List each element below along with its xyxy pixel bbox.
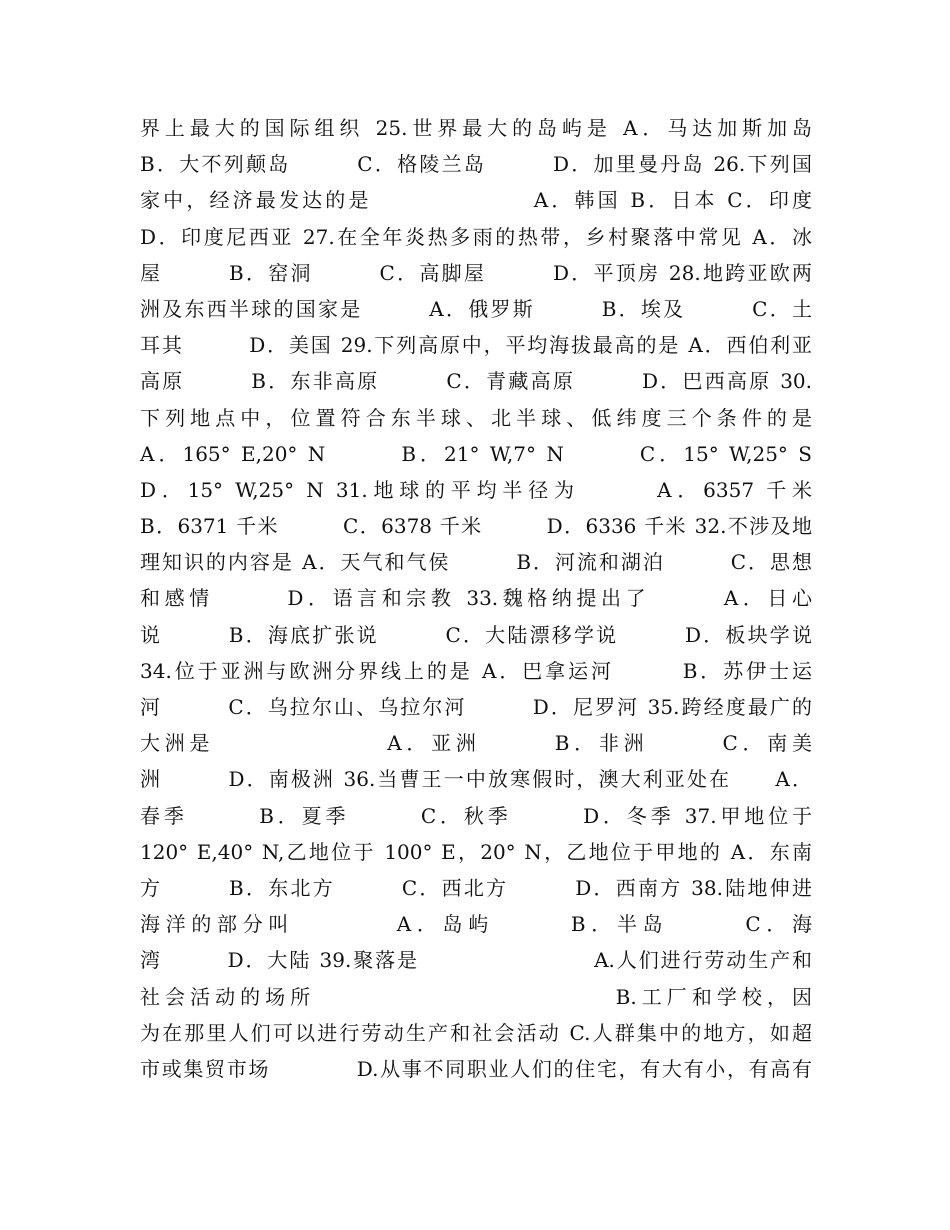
text-line: 理知识的内容是 A．天气和气侯 B．河流和湖泊 C．思想 <box>140 550 812 575</box>
text-line: 河 C．乌拉尔山、乌拉尔河 D．尼罗河 35.跨经度最广的 <box>140 695 812 719</box>
text-line: B．大不列颠岛 C．格陵兰岛 D．加里曼丹岛 26.下列国 <box>140 152 812 177</box>
text-line: 120° E,40° N,乙地位于 100° E，20° N，乙地位于甲地的 A．东南 <box>140 839 812 864</box>
text-line: 社会活动的场所 B.工厂和学校，因 <box>140 984 812 1009</box>
text-line: 耳其 D．美国 29.下列高原中，平均海拔最高的是 A．西伯利亚 <box>140 333 812 358</box>
text-line: B．6371 千米 C．6378 千米 D．6336 千米 32.不涉及地 <box>140 514 812 539</box>
text-line: 湾 D．大陆 39.聚落是 A.人们进行劳动生产和 <box>140 948 812 973</box>
question-text-block <box>140 110 812 1087</box>
text-line: D．印度尼西亚 27.在全年炎热多雨的热带，乡村聚落中常见 A．冰 <box>140 224 812 249</box>
text-line: 为在那里人们可以进行劳动生产和社会活动 C.人群集中的地方，如超 <box>140 1020 812 1045</box>
text-line: D．15° W,25° N 31.地球的平均半径为 A．6357 千米 <box>140 477 812 502</box>
text-line: 家中，经济最发达的是 A．韩国 B．日本 C．印度 <box>140 188 812 213</box>
text-line: 高原 B．东非高原 C．青藏高原 D．巴西高原 30. <box>140 369 812 394</box>
text-line: 下列地点中，位置符合东半球、北半球、低纬度三个条件的是 <box>140 405 812 430</box>
text-line: 方 B．东北方 C．西北方 D．西南方 38.陆地伸进 <box>140 875 812 900</box>
text-line: 洲及东西半球的国家是 A．俄罗斯 B．埃及 C．土 <box>140 296 812 321</box>
text-line: 和感情 D．语言和宗教 33.魏格纳提出了 A．日心 <box>140 586 812 611</box>
text-line: A．165° E,20° N B．21° W,7° N C．15° W,25° S <box>140 441 812 466</box>
text-line: 大洲是 A．亚洲 B．非洲 C．南美 <box>140 731 812 756</box>
text-line: 春季 B．夏季 C．秋季 D．冬季 37.甲地位于 <box>140 803 812 828</box>
text-line: 说 B．海底扩张说 C．大陆漂移学说 D．板块学说 <box>140 622 812 647</box>
text-line: 屋 B．窑洞 C．高脚屋 D．平顶房 28.地跨亚欧两 <box>140 260 812 285</box>
text-line: 界上最大的国际组织 25.世界最大的岛屿是 A．马达加斯加岛 <box>140 116 812 140</box>
text-line: 市或集贸市场 D.从事不同职业人们的住宅，有大有小，有高有 <box>140 1056 812 1081</box>
text-line: 洲 D．南极洲 36.当曹王一中放寒假时，澳大利亚处在 A． <box>140 767 812 792</box>
text-line: 34.位于亚洲与欧洲分界线上的是 A．巴拿运河 B．苏伊士运 <box>140 658 812 683</box>
text-line: 海洋的部分叫 A．岛屿 B．半岛 C．海 <box>140 912 812 937</box>
